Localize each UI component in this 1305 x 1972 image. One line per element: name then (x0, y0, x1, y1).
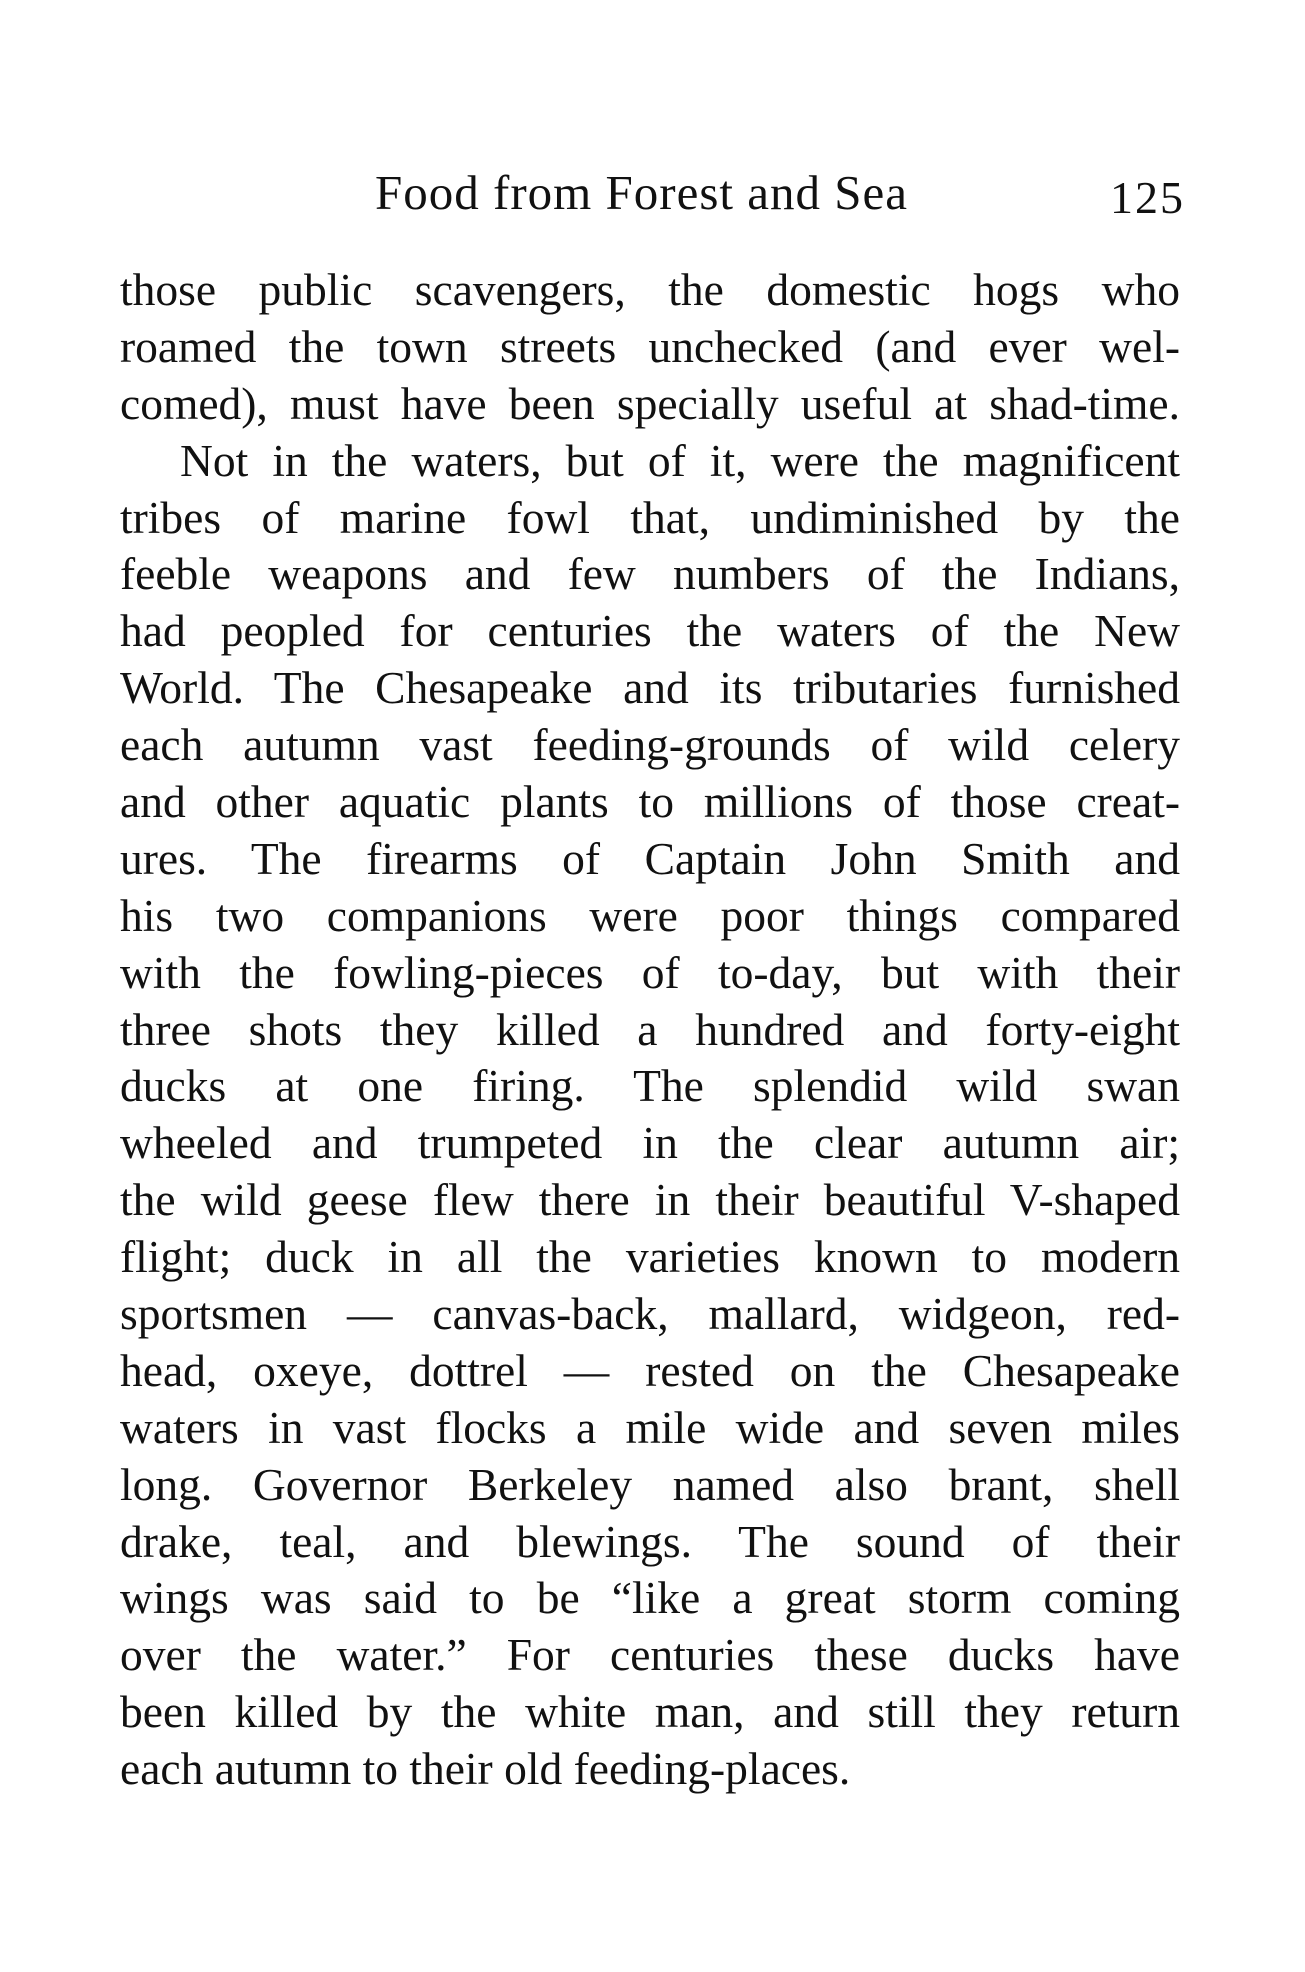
page-number: 125 (1110, 172, 1185, 223)
text-line: and other aquatic plants to millions of those creat- (120, 776, 1180, 828)
text-line: over the water.” For centuries these ducks have (120, 1629, 1180, 1681)
text-line: each autumn vast feeding-grounds of wild celery (120, 719, 1180, 771)
text-line: waters in vast flocks a mile wide and seven miles (120, 1401, 1180, 1453)
text-line: those public scavengers, the domestic hogs who (120, 264, 1180, 315)
paragraph-last-line: each autumn to their old feeding-places. (120, 1743, 851, 1795)
text-line: ures. The firearms of Captain John Smith and (120, 832, 1180, 884)
text-line: wings was said to be “like a great storm coming (120, 1572, 1180, 1624)
text-line: comed), must have been specially useful at shad-time. (120, 377, 1180, 429)
body-text (120, 262, 1180, 1798)
text-line: sportsmen — canvas-back, mallard, widgeon, red- (120, 1288, 1180, 1340)
text-line: with the fowling-pieces of to-day, but with their (120, 946, 1180, 998)
text-line: his two companions were poor things compared (120, 889, 1180, 941)
text-line: had peopled for centuries the waters of the New (120, 605, 1180, 657)
text-line: flight; duck in all the varieties known to modern (120, 1231, 1180, 1283)
text-line: tribes of marine fowl that, undiminished by the (120, 491, 1180, 543)
text-line: roamed the town streets unchecked (and ever wel- (120, 320, 1180, 372)
text-line: three shots they killed a hundred and forty-eight (120, 1003, 1180, 1055)
text-line: long. Governor Berkeley named also brant, shell (120, 1458, 1180, 1510)
text-line: the wild geese flew there in their beautiful V-shaped (120, 1174, 1180, 1226)
text-line: wheeled and trumpeted in the clear autumn air; (120, 1117, 1180, 1169)
text-line: head, oxeye, dottrel — rested on the Chesapeake (120, 1344, 1180, 1396)
text-line: feeble weapons and few numbers of the Indians, (120, 548, 1180, 600)
text-line: World. The Chesapeake and its tributaries furnished (120, 662, 1180, 714)
paragraph-first-line: Not in the waters, but of it, were the magnificent (180, 434, 1180, 486)
text-line: ducks at one firing. The splendid wild swan (120, 1060, 1180, 1112)
text-line: been killed by the white man, and still they return (120, 1686, 1180, 1738)
running-head-title: Food from Forest and Sea (375, 165, 908, 220)
text-line: drake, teal, and blewings. The sound of their (120, 1515, 1180, 1567)
